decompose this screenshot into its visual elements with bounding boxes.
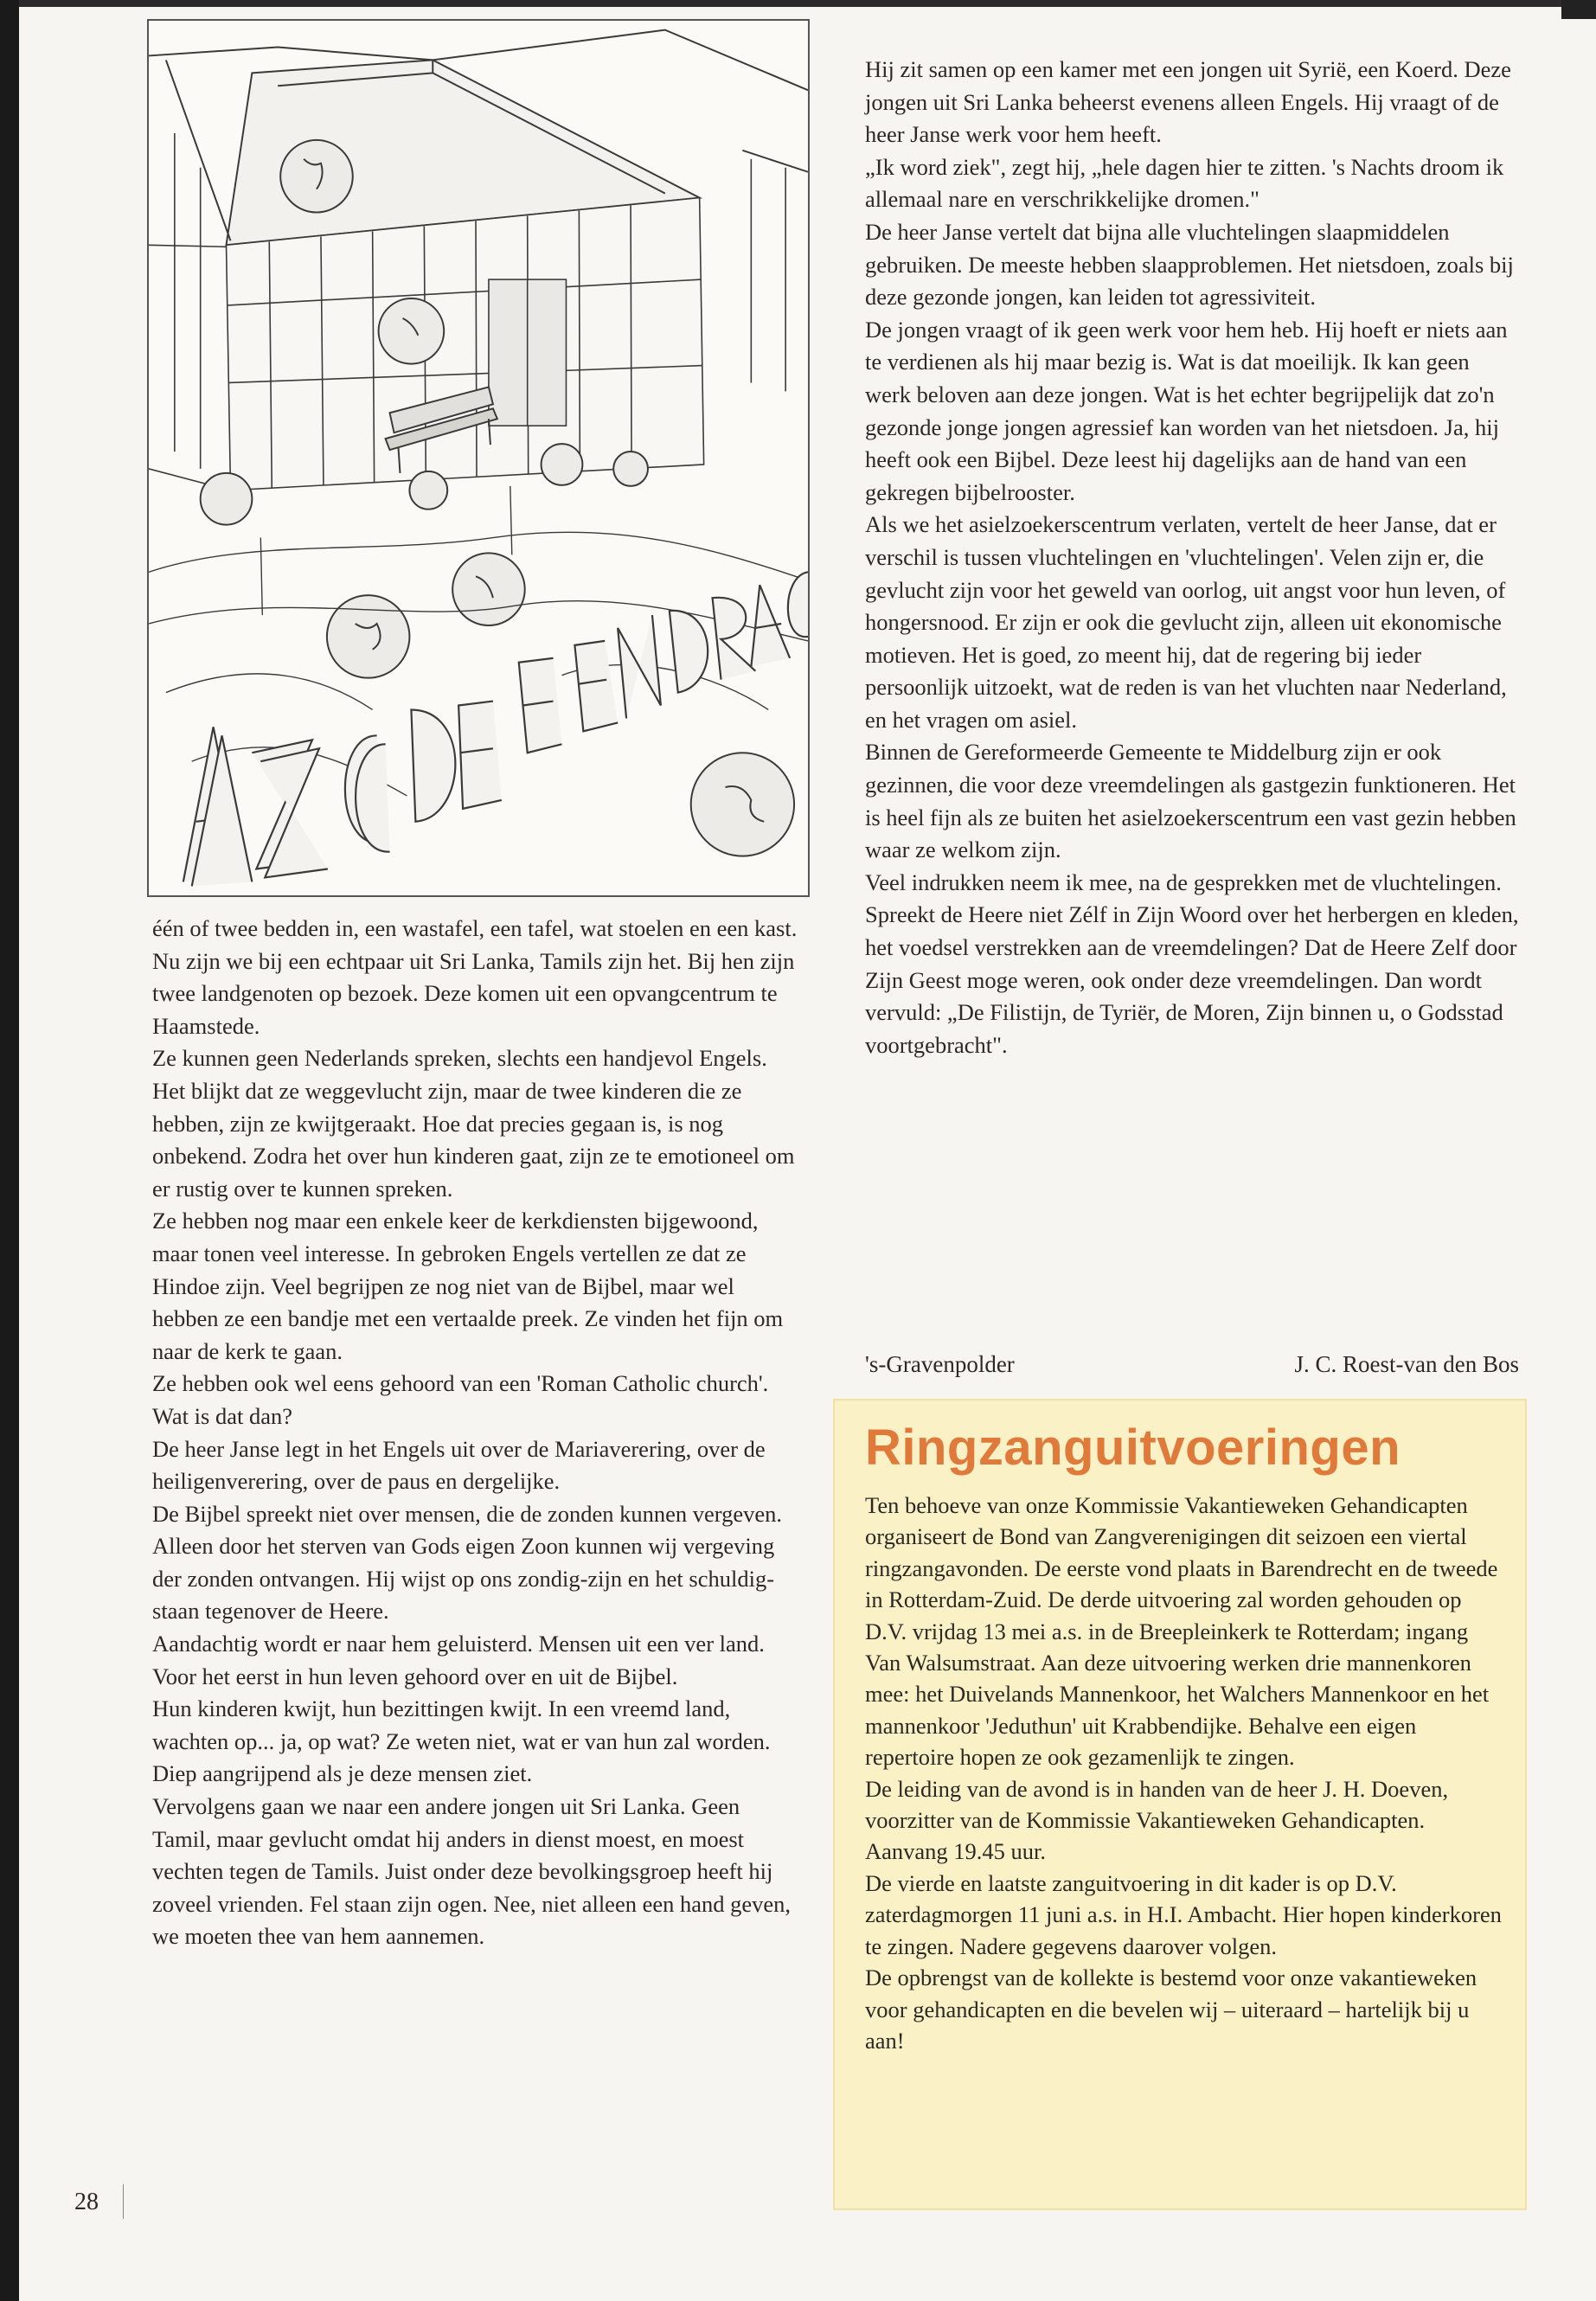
signoff-place: 's-Gravenpolder: [865, 1351, 1015, 1377]
box-paragraph: De opbrengst van de kollekte is bestemd voor onze vakantieweken voor gehandicapten en die bevelen wij – uiteraard – hartelijk bij u aan!: [865, 1965, 1477, 2054]
box-paragraph: De vierde en laatste zanguitvoering in dit kader is op D.V. zaterdagmorgen 11 juni a.s. in H.I. Ambacht. Hier hopen kinderkoren te zingen. Nadere gegevens daarover volgen.: [865, 1869, 1502, 1959]
scan-edge-left: [0, 0, 19, 2301]
article-right-column: [865, 54, 1519, 1061]
scan-edge-corner: [1561, 0, 1596, 19]
left-paragraph: De heer Janse legt in het Engels uit over de Mariaverering, over de heiligenverering, over de paus en dergelijke.: [152, 1435, 766, 1495]
right-paragraph: Binnen de Gereformeerde Gemeente te Middelburg zijn er ook gezinnen, die voor deze vreemdelingen als gastgezin funktioneren. Het is heel fijn als ze buiten het asielzoekerscentrum een vast gezin hebben waar ze welkom zijn.: [865, 739, 1516, 863]
right-paragraph: Als we het asielzoekerscentrum verlaten, vertelt de heer Janse, dat er verschil is tussen vluchtelingen en 'vluchtelingen'. Velen zijn er, die gevlucht zijn voor het geweld van oorlog, uit angst voor hun leven, of hongersnood. Er zijn er ook die gevlucht zijn, alleen uit ekonomische motieven. Het is goed, zo meent hij, dat de regering bij ieder persoonlijk uitzoekt, wat de reden is van het vluchten naar Nederland, en het vragen om asiel.: [865, 511, 1507, 733]
left-paragraph: De Bijbel spreekt niet over mensen, die de zonden kunnen vergeven. Alleen door het sterven van Gods eigen Zoon kunnen wij vergeving der zonden ontvangen. Hij wijst op ons zondig-zijn en het schuldig-staan tegenover de Heere.: [152, 1500, 783, 1625]
left-paragraph: één of twee bedden in, een wastafel, een tafel, wat stoelen en een kast. Nu zijn we bij een echtpaar uit Sri Lanka, Tamils zijn het. Bij hen zijn twee landgenoten op bezoek. Deze komen uit een opvangcentrum te Haamstede.: [152, 915, 798, 1039]
left-paragraph: Hun kinderen kwijt, hun bezittingen kwijt. In een vreemd land, wachten op... ja, op wat? Ze weten niet, wat er van hun zal worden. Diep aangrijpend als je deze mensen ziet.: [152, 1695, 771, 1787]
page-number: 28: [74, 2189, 99, 2215]
left-paragraph: Ze hebben ook wel eens gehoord van een 'Roman Catholic church'. Wat is dat dan?: [152, 1370, 769, 1429]
illustration-azc-building: [147, 19, 810, 897]
right-paragraph: Hij zit samen op een kamer met een jongen uit Syrië, een Koerd. Deze jongen uit Sri Lanka beheerst evenens alleen Engels. Hij vraagt of de heer Janse werk voor hem heeft.: [865, 56, 1511, 148]
box-paragraph: De leiding van de avond is in handen van de heer J. H. Doeven, voorzitter van de Kommissie Vakantieweken Gehandicapten. Aanvang 19.45 uur.: [865, 1775, 1449, 1865]
left-paragraph: Ze kunnen geen Nederlands spreken, slechts een handjevol Engels. Het blijkt dat ze weggevlucht zijn, maar de twee kinderen die ze hebben, zijn ze kwijtgeraakt. Hoe dat precies gegaan is, is nog onbekend. Zodra het over hun kinderen gaat, zijn ze te emotioneel om er rustig over te kunnen spreken.: [152, 1045, 795, 1202]
right-paragraph: De jongen vraagt of ik geen werk voor hem heb. Hij hoeft er niets aan te verdienen als hij maar bezig is. Wat is dat moeilijk. Ik kan geen werk beloven aan deze jongen. Wat is het echter begrijpelijk dat zo'n gezonde jonge jongen agressief kan worden van het nietsdoen. Ja, hij heeft ook een Bijbel. Deze leest hij dagelijks aan de hand van een gekregen bijbelrooster.: [865, 316, 1508, 505]
right-paragraph: Veel indrukken neem ik mee, na de gesprekken met de vluchtelingen. Spreekt de Heere niet Zélf in Zijn Woord over het herbergen en kleden, het voedsel verstrekken aan de vreemdelingen? Dat de Heere Zelf door Zijn Geest moge weren, ook onder deze vreemdelingen. Dan wordt vervuld: „De Filistijn, de Tyriër, de Moren, Zijn binnen u, o Godsstad voortgebracht".: [865, 868, 1519, 1058]
right-paragraph: De heer Janse vertelt dat bijna alle vluchtelingen slaapmiddelen gebruiken. De meeste hebben slaapproblemen. Het nietsdoen, zoals bij deze gezonde jongen, kan leiden tot agressiviteit.: [865, 218, 1514, 311]
page-number-divider: [123, 2184, 124, 2219]
ringzang-box-body: [865, 1490, 1505, 2056]
article-left-column: [152, 913, 803, 1953]
article-signoff: [865, 1348, 1519, 1381]
left-paragraph: Vervolgens gaan we naar een andere jongen uit Sri Lanka. Geen Tamil, maar gevlucht omdat hij anders in dienst moest, en moest vechten tegen de Tamils. Juist onder deze bevolkingsgroep heeft hij zoveel vrienden. Fel staan zijn ogen. Nee, niet alleen een hand geven, we moeten thee van hem aannemen.: [152, 1793, 792, 1950]
right-paragraph: „Ik word ziek", zegt hij, „hele dagen hier te zitten. 's Nachts droom ik allemaal nare en verschrikkelijke dromen.": [865, 153, 1504, 213]
scan-edge-top: [19, 0, 1596, 7]
left-paragraph: Ze hebben nog maar een enkele keer de kerkdiensten bijgewoond, maar tonen veel interesse. In gebroken Engels vertellen ze dat ze Hindoe zijn. Veel begrijpen ze nog niet van de Bijbel, maar wel hebben ze een bandje met een vertaalde preek. Ze vinden het fijn om naar de kerk te gaan.: [152, 1208, 784, 1364]
building-roof-drawing: [149, 30, 808, 246]
box-paragraph: Ten behoeve van onze Kommissie Vakantieweken Gehandicapten organiseert de Bond van Zangverenigingen dit seizoen een viertal ringzangavonden. De eerste vond plaats in Barendrecht en de tweede in Rotterdam-Zuid. De derde uitvoering zal worden gehouden op D.V. vrijdag 13 mei a.s. in de Breepleinkerk te Rotterdam; ingang Van Walsumstraat. Aan deze uitvoering werken drie mannenkoren mee: het Duivelands Mannenkoor, het Walchers Mannenkoor en het mannenkoor 'Jeduthun' uit Krabbendijke. Behalve een eigen repertoire hopen ze ook gezamenlijk te zingen.: [865, 1492, 1498, 1771]
signoff-author: J. C. Roest-van den Bos: [1294, 1351, 1519, 1377]
left-paragraph: Aandachtig wordt er naar hem geluisterd. Mensen uit een ver land. Voor het eerst in hun leven gehoord over en uit de Bijbel.: [152, 1631, 765, 1689]
ringzang-box-title: Ringzanguitvoeringen: [865, 1420, 1401, 1476]
